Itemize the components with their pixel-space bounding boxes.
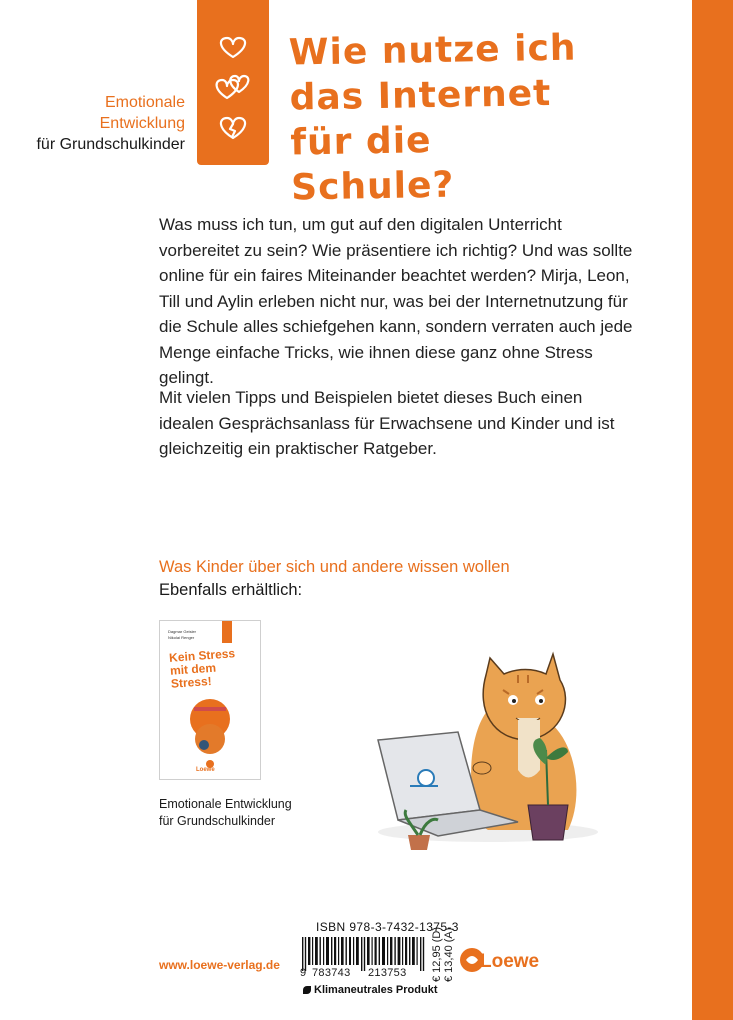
barcode bbox=[300, 937, 426, 971]
cat-laptop-illustration bbox=[368, 640, 603, 850]
related-book-author: Dagmar Geisler bbox=[168, 629, 197, 634]
series-line-3: für Grundschulkinder bbox=[36, 136, 185, 153]
publisher-logo-text: Loewe bbox=[480, 951, 540, 972]
double-heart-icon bbox=[217, 76, 249, 98]
also-available-heading: Ebenfalls erhältlich: bbox=[159, 581, 303, 599]
barcode-digits-left: 783743 bbox=[312, 967, 351, 979]
spine-stripe bbox=[692, 0, 733, 1020]
leaf-icon bbox=[303, 986, 311, 994]
caption-line-2: für Grundschulkinder bbox=[159, 814, 276, 828]
barcode-digit-first: 9 bbox=[300, 967, 307, 979]
related-book-publisher: Loewe bbox=[196, 767, 215, 773]
series-tagline: Was Kinder über sich und andere wissen wollen bbox=[159, 558, 510, 576]
book-title bbox=[288, 25, 581, 210]
barcode-digits-right: 213753 bbox=[368, 967, 407, 979]
price-block bbox=[431, 926, 455, 982]
caption-line-1: Emotionale Entwicklung bbox=[159, 797, 292, 811]
price-germany: € 12,95 (D) bbox=[431, 926, 443, 982]
series-line-1: Emotionale bbox=[104, 94, 185, 111]
related-book-caption bbox=[159, 796, 292, 830]
series-label bbox=[36, 92, 185, 155]
related-book-title: Kein Stress mit dem Stress! bbox=[168, 646, 236, 691]
climate-neutral-label: Klimaneutrales Produkt bbox=[303, 984, 437, 996]
price-austria: € 13,40 (A) bbox=[443, 927, 455, 982]
heart-icon bbox=[221, 38, 245, 57]
title-line-2: das Internet bbox=[289, 72, 552, 119]
blurb-paragraph-2: Mit vielen Tipps und Beispielen bietet dieses Buch einen idealen Gesprächsanlass für Erwachsene und Kinder und ist gleichzeitig ein praktischer Ratgeber. bbox=[159, 388, 615, 458]
isbn-label: ISBN 978-3-7432-1375-3 bbox=[316, 920, 459, 934]
blurb-paragraph-1: Was muss ich tun, um gut auf den digitalen Unterricht vorbereitet zu sein? Wie präsentiere ich richtig? Und was sollte online für ein faires Miteinander beachtet werden? Mirja, Leon, Till und Aylin erleben nicht nur, was bei der Internetnutzung für die Schule alles schiefgehen kann, sondern verraten auch jede Menge einfache Tricks, wie ihnen diese ganz ohne Stress gelingt. bbox=[159, 215, 633, 387]
title-line-1: Wie nutze ich bbox=[288, 27, 577, 74]
broken-heart-icon bbox=[221, 118, 245, 138]
publisher-url[interactable]: www.loewe-verlag.de bbox=[159, 958, 280, 972]
series-tab bbox=[197, 0, 269, 165]
series-line-2: Entwicklung bbox=[99, 115, 185, 132]
title-line-3: für die Schule? bbox=[290, 120, 455, 209]
related-book-cover[interactable] bbox=[159, 620, 261, 780]
related-book-illustrator: Nikolai Renger bbox=[168, 635, 195, 640]
